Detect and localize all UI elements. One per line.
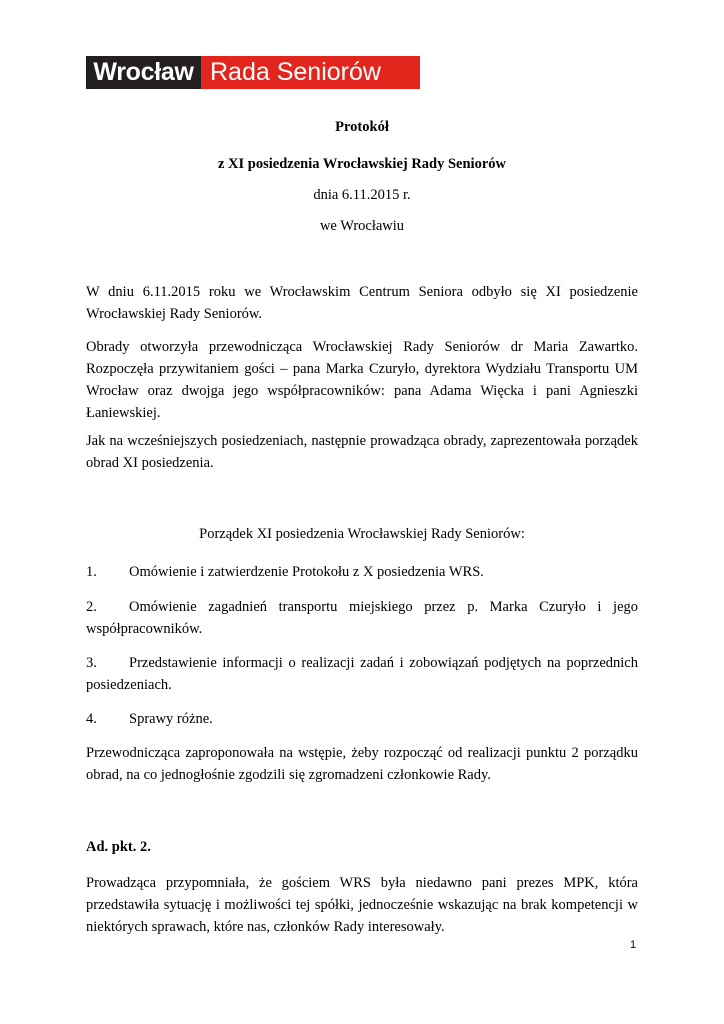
wroclaw-rada-seniorow-logo xyxy=(86,56,420,89)
page-number: 1 xyxy=(630,939,637,951)
agenda-item xyxy=(86,596,638,640)
agenda-item-number: 3. xyxy=(86,655,97,671)
agenda-item-text: Omówienie zagadnień transportu miejskiego przez p. Marka Czuryło i jego współpracowników. xyxy=(86,599,638,637)
section-paragraph: Prowadząca przypomniała, że gościem WRS była niedawno pani prezes MPK, która przedstawiła sytuację i możliwości tej spółki, jednocześnie wskazując na brak kompetencji w niektórych sprawach, które nas, członków Rady interesowały. xyxy=(86,875,638,935)
agenda-item xyxy=(86,708,638,730)
logo-city-text: Wrocław xyxy=(86,56,201,89)
agenda-item-text: Sprawy różne. xyxy=(129,711,213,727)
document-date: dnia 6.11.2015 r. xyxy=(313,187,411,203)
section-heading: Ad. pkt. 2. xyxy=(86,839,151,855)
agenda-item xyxy=(86,652,638,696)
agenda-intro-paragraph: Jak na wcześniejszych posiedzeniach, następnie prowadząca obrady, zaprezentowała porządek obrad XI posiedzenia. xyxy=(86,433,638,471)
agenda-item-text: Przedstawienie informacji o realizacji zadań i zobowiązań podjętych na poprzednich posiedzeniach. xyxy=(86,655,638,693)
proposal-paragraph: Przewodnicząca zaproponowała na wstępie, żeby rozpocząć od realizacji punktu 2 porządku obrad, na co jednogłośnie zgodzili się zgromadzeni członkowie Rady. xyxy=(86,745,638,783)
intro-paragraph: W dniu 6.11.2015 roku we Wrocławskim Centrum Seniora odbyło się XI posiedzenie Wrocławskiej Rady Seniorów. xyxy=(86,284,638,322)
agenda-heading: Porządek XI posiedzenia Wrocławskiej Rady Seniorów: xyxy=(199,526,525,542)
agenda-item-number: 4. xyxy=(86,711,97,727)
agenda-item-number: 1. xyxy=(86,564,97,580)
opening-paragraph: Obrady otworzyła przewodnicząca Wrocławskiej Rady Seniorów dr Maria Zawartko. Rozpoczęła przywitaniem gości – pana Marka Czuryło, dyrektora Wydziału Transportu UM Wrocław oraz dwojga jego współpracowników: pana Adama Więcka i pani Agnieszki Łaniewskiej. xyxy=(86,339,638,421)
logo-council-text: Rada Seniorów xyxy=(201,56,420,89)
document-title: Protokół xyxy=(335,119,389,135)
document-subtitle: z XI posiedzenia Wrocławskiej Rady Seniorów xyxy=(218,156,506,172)
agenda-item-text: Omówienie i zatwierdzenie Protokołu z X posiedzenia WRS. xyxy=(129,564,484,580)
agenda-item xyxy=(86,561,638,583)
agenda-item-number: 2. xyxy=(86,599,97,615)
document-place: we Wrocławiu xyxy=(319,218,405,234)
